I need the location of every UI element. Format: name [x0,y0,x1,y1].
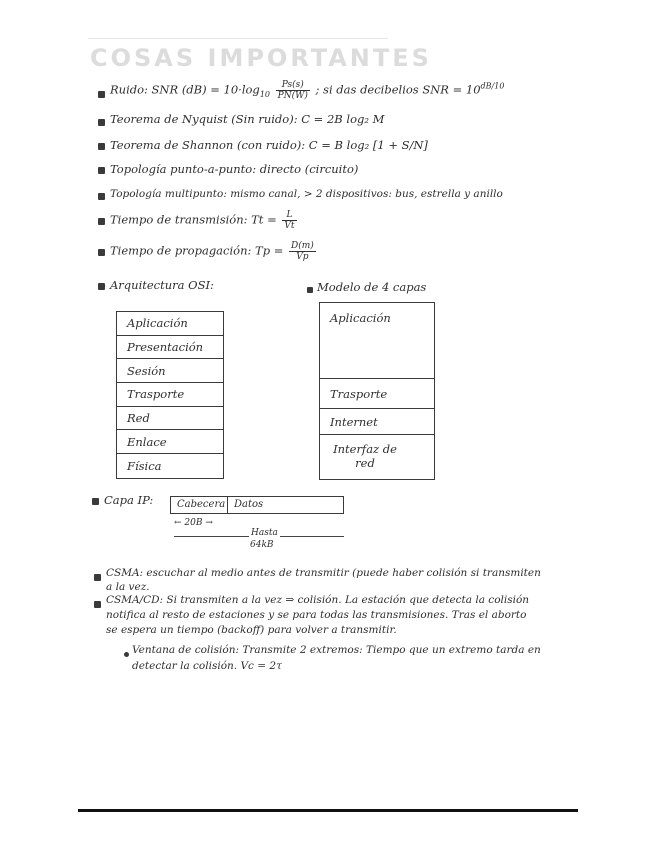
propagacion-den: Vp [296,252,309,262]
csmacd-line-2: notifica al resto de estaciones y se para todas las transmisiones. Tras el aborto [106,609,527,621]
osi-layer: Red [117,407,223,431]
transmision-fraction [282,210,296,231]
ip-datos: Datos [234,499,264,510]
transmision-line [110,210,299,231]
multipunto-line: Topología multipunto: mismo canal, > 2 dispositivos: bus, estrella y anillo [110,188,503,200]
bullet-icon [98,218,105,225]
ip-cabecera: Cabecera [171,497,228,513]
osi-label: Arquitectura OSI: [110,278,214,292]
csmacd-line-3: se espera un tiempo (backoff) para volver a transmitir. [106,624,397,636]
csmacd-line-1: CSMA/CD: Si transmiten a la vez ⇒ colisión. La estación que detecta la colisión [106,594,530,606]
osi-layer: Trasporte [117,383,223,407]
bullet-icon [94,601,101,608]
ruido-sup-num: dB [480,81,492,91]
tcpip-layer: Trasporte [320,379,434,409]
propagacion-line [110,241,318,262]
ruido-tail: ; si das decibelios SNR = 10 [315,82,481,97]
ruido-sup-den: 10 [494,81,505,91]
top-rule [88,38,388,39]
osi-layer: Enlace [117,430,223,454]
p2p-line: Topología punto-a-punto: directo (circuito) [110,162,359,176]
shannon-line: Teorema de Shannon (con ruido): C = B log₂ [1 + S/N] [110,138,428,152]
page-title: COSAS IMPORTANTES [90,44,432,72]
ruido-num: Ps(s) [276,80,310,91]
propagacion-fraction [289,241,316,262]
tcpip-stack [319,302,435,480]
ruido-line: Ruido: SNR $(dB) = 10\cdot\log_{10}$ $\frac{Ps(s)}{PN(W)}$ ; si das decibelios SNR = $10^{dB/10}$ [110,80,505,101]
ip-header-size: ← 20B → [174,518,213,528]
tcpip-layer: Internet [320,409,434,435]
ruido-den: PN(W) [277,91,308,101]
propagacion-num: D(m) [291,241,314,251]
ruido-fraction [276,80,310,101]
bullet-icon [98,167,105,174]
osi-layer: Presentación [117,336,223,360]
ruido-text: Ruido: SNR (dB) = 10·log [110,82,260,97]
bullet-icon [98,193,105,200]
bullet-icon [94,574,101,581]
propagacion-label: Tiempo de propagación: Tp = [110,243,284,258]
bullet-icon [98,143,105,150]
osi-layer: Física [127,458,162,473]
ip-total-label-1: Hasta [251,528,278,538]
csma-line-1: CSMA: escuchar al medio antes de transmitir (puede haber colisión si transmiten [106,567,541,579]
bullet-icon [98,283,105,290]
ventana-line-1: Ventana de colisión: Transmite 2 extremos: Tiempo que un extremo tarda en [132,644,541,656]
bottom-rule [78,809,578,812]
bullet-icon [98,249,105,256]
ruido-sub: 10 [259,89,270,99]
bullet-icon [307,287,313,293]
ventana-line-2: detectar la colisión. Vc = 2τ [132,660,282,672]
modelo4-label: Modelo de 4 capas [317,280,427,294]
tcpip-layer: Aplicación [320,303,434,379]
bullet-icon [98,91,105,98]
csma-line-2: a la vez. [106,581,150,593]
tcpip-layer: Interfaz de red [333,442,397,470]
osi-stack [116,311,224,479]
capa-ip-label: Capa IP: [104,493,154,507]
transmision-label: Tiempo de transmisión: Tt = [110,212,277,227]
ip-total-label-2: 64kB [250,540,274,550]
osi-layer: Aplicación [117,312,223,336]
osi-layer: Sesión [117,359,223,383]
bullet-icon [92,498,99,505]
nyquist-line: Teorema de Nyquist (Sin ruido): C = 2B log₂ M [110,112,385,126]
bullet-icon [124,652,129,657]
ip-packet-box [170,496,344,514]
bullet-icon [98,119,105,126]
transmision-num: L [282,210,296,221]
transmision-den: Vt [284,221,295,231]
